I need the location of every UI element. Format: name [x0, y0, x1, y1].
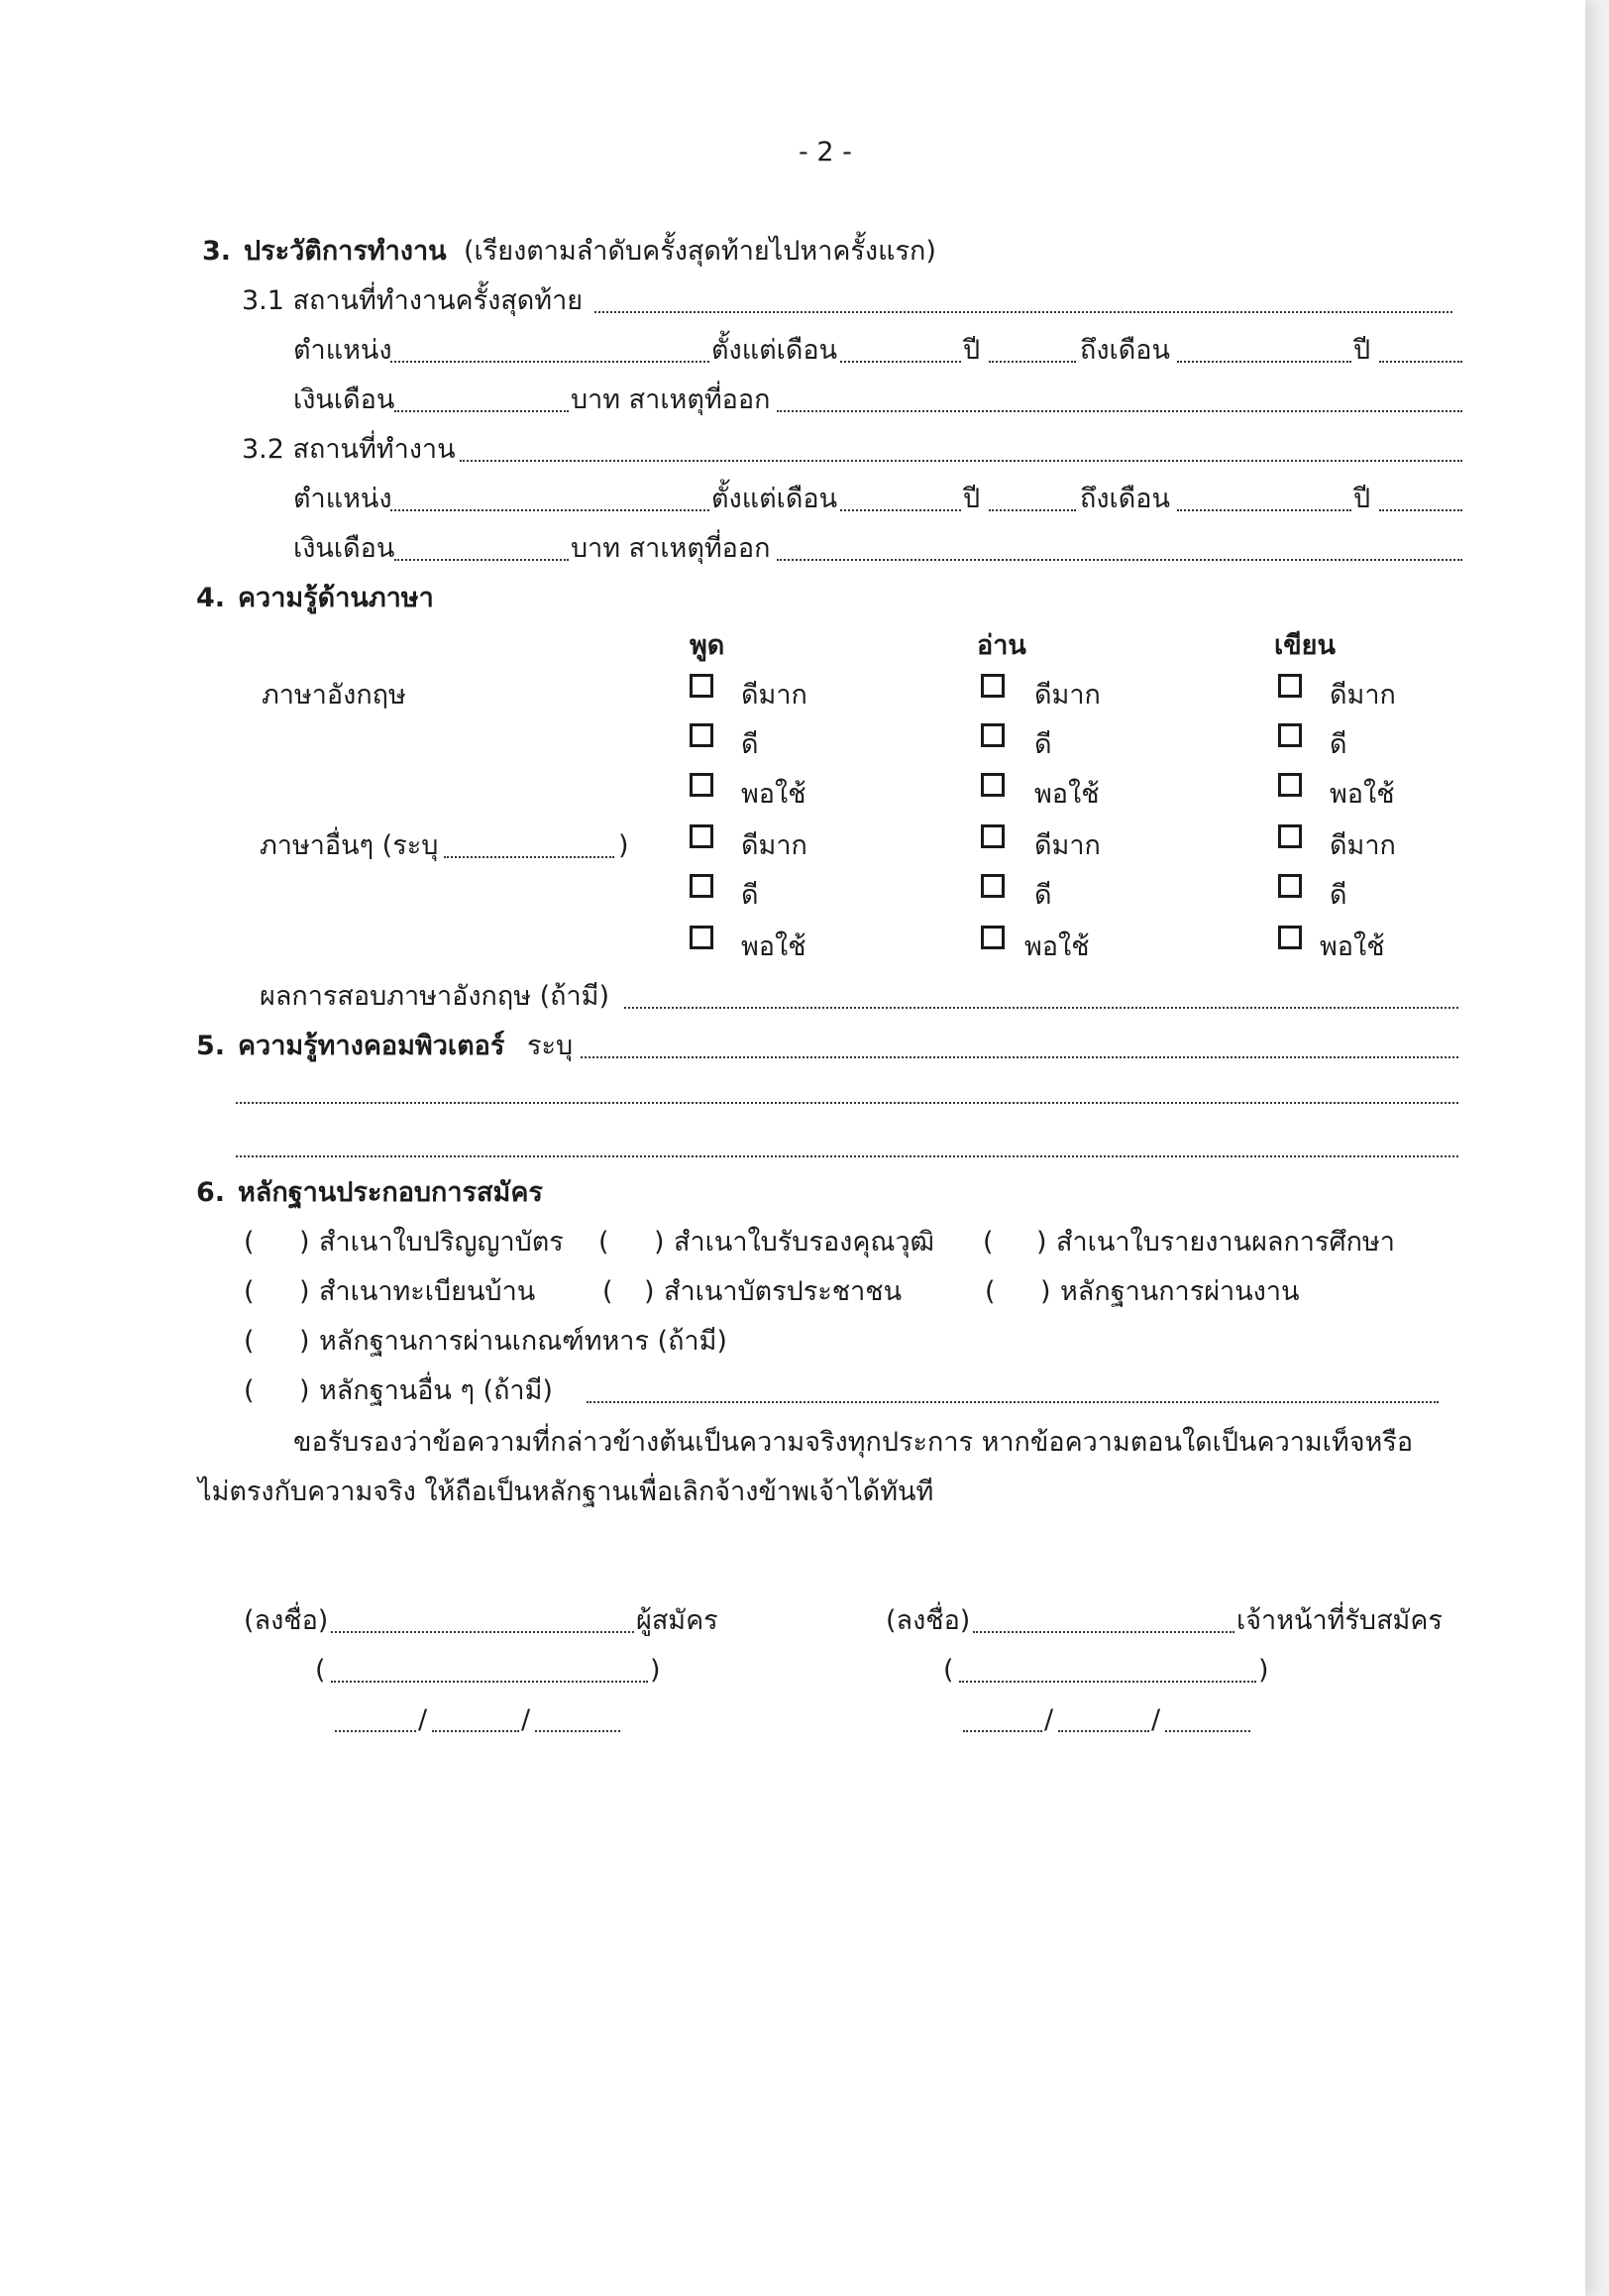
applicant-signature-field[interactable]	[331, 1631, 634, 1633]
date-separator: /	[1151, 1704, 1161, 1735]
option-label: ดีมาก	[741, 680, 807, 711]
other-language-label: ภาษาอื่นๆ (ระบุ	[260, 830, 439, 861]
date-separator: /	[418, 1704, 428, 1735]
to-month-1-label: ถึงเดือน	[1080, 335, 1170, 366]
applicant-role: ผู้สมัคร	[636, 1605, 718, 1636]
doc-checkbox-open[interactable]: (	[244, 1227, 255, 1257]
declaration-line-2: ไม่ตรงกับความจริง ให้ถือเป็นหลักฐานเพื่อเลิกจ้างข้าพเจ้าได้ทันที	[198, 1476, 934, 1507]
other-speak-verygood-checkbox[interactable]	[690, 824, 713, 848]
english-read-good-checkbox[interactable]	[981, 723, 1005, 747]
doc-checkbox-open[interactable]: (	[244, 1375, 255, 1406]
doc-checkbox-open[interactable]: (	[983, 1227, 994, 1257]
applicant-date-year[interactable]	[535, 1730, 620, 1732]
workplace-2-label: 3.2 สถานที่ทำงาน	[242, 434, 456, 465]
doc-item-house-registration: สำเนาทะเบียนบ้าน	[319, 1276, 536, 1307]
applicant-name-field[interactable]	[331, 1681, 648, 1683]
to-month-1-field[interactable]	[1177, 361, 1351, 363]
from-year-2-label: ปี	[963, 484, 981, 514]
reason-1-label: บาท สาเหตุที่ออก	[571, 384, 771, 415]
option-label: ดีมาก	[1034, 830, 1101, 861]
section-5-number: 5.	[196, 1031, 226, 1061]
officer-date-year[interactable]	[1165, 1730, 1250, 1732]
other-write-verygood-checkbox[interactable]	[1278, 824, 1302, 848]
page-number: - 2 -	[799, 137, 852, 167]
other-write-good-checkbox[interactable]	[1278, 874, 1302, 898]
doc-checkbox-open[interactable]: (	[602, 1276, 613, 1307]
section-4-title: ความรู้ด้านภาษา	[238, 583, 434, 613]
to-month-2-field[interactable]	[1177, 509, 1351, 511]
section-5-title: ความรู้ทางคอมพิวเตอร์	[238, 1031, 505, 1061]
to-year-2-label: ปี	[1353, 484, 1371, 514]
from-year-2-field[interactable]	[989, 509, 1076, 511]
computer-field-1[interactable]	[581, 1056, 1458, 1058]
from-month-1-field[interactable]	[840, 361, 961, 363]
section-3-subtitle: (เรียงตามลำดับครั้งสุดท้ายไปหาครั้งแรก)	[464, 236, 936, 267]
to-year-1-label: ปี	[1353, 335, 1371, 366]
option-label: ดีมาก	[1330, 680, 1396, 711]
workplace-1-field[interactable]	[594, 311, 1452, 313]
other-write-fair-checkbox[interactable]	[1278, 926, 1302, 949]
doc-other-field[interactable]	[587, 1401, 1439, 1403]
salary-1-field[interactable]	[394, 410, 569, 412]
applicant-date-day[interactable]	[335, 1730, 416, 1732]
column-read: อ่าน	[977, 630, 1026, 661]
option-label: ดี	[741, 729, 759, 760]
officer-name-close: )	[1258, 1655, 1269, 1686]
english-speak-fair-checkbox[interactable]	[690, 773, 713, 797]
computer-specify-label: ระบุ	[527, 1031, 574, 1061]
other-read-verygood-checkbox[interactable]	[981, 824, 1005, 848]
option-label: พอใช้	[1034, 779, 1100, 810]
doc-checkbox-close: )	[1040, 1276, 1051, 1307]
doc-item-degree: สำเนาใบปริญญาบัตร	[319, 1227, 564, 1257]
english-test-label: ผลการสอบภาษาอังกฤษ (ถ้ามี)	[260, 981, 609, 1012]
computer-field-3[interactable]	[236, 1155, 1458, 1157]
doc-checkbox-close: )	[644, 1276, 655, 1307]
declaration-line-1: ขอรับรองว่าข้อความที่กล่าวข้างต้นเป็นความจริงทุกประการ หากข้อความตอนใดเป็นความเท็จหรือ	[293, 1427, 1414, 1458]
applicant-date-month[interactable]	[432, 1730, 519, 1732]
doc-item-id-card: สำเนาบัตรประชาชน	[664, 1276, 903, 1307]
doc-checkbox-close: )	[299, 1276, 310, 1307]
section-3-number: 3.	[202, 236, 232, 267]
english-label: ภาษาอังกฤษ	[262, 680, 406, 711]
doc-item-military: หลักฐานการผ่านเกณฑ์ทหาร (ถ้ามี)	[319, 1326, 727, 1357]
doc-checkbox-close: )	[299, 1227, 310, 1257]
doc-checkbox-close: )	[1036, 1227, 1047, 1257]
salary-2-label: เงินเดือน	[293, 533, 395, 564]
option-label: ดีมาก	[1330, 830, 1396, 861]
option-label: พอใช้	[1320, 931, 1385, 962]
from-year-1-field[interactable]	[989, 361, 1076, 363]
to-year-1-field[interactable]	[1379, 361, 1462, 363]
position-1-label: ตำแหน่ง	[293, 335, 392, 366]
section-6-number: 6.	[196, 1177, 226, 1208]
english-speak-verygood-checkbox[interactable]	[690, 674, 713, 698]
to-month-2-label: ถึงเดือน	[1080, 484, 1170, 514]
english-speak-good-checkbox[interactable]	[690, 723, 713, 747]
section-6-title: หลักฐานประกอบการสมัคร	[238, 1177, 543, 1208]
doc-checkbox-open[interactable]: (	[244, 1326, 255, 1357]
from-year-1-label: ปี	[963, 335, 981, 366]
from-month-2-field[interactable]	[840, 509, 961, 511]
doc-checkbox-open[interactable]: (	[985, 1276, 996, 1307]
other-read-good-checkbox[interactable]	[981, 874, 1005, 898]
english-read-fair-checkbox[interactable]	[981, 773, 1005, 797]
to-year-2-field[interactable]	[1379, 509, 1462, 511]
doc-checkbox-close: )	[299, 1375, 310, 1406]
officer-date-month[interactable]	[1058, 1730, 1149, 1732]
doc-checkbox-close: )	[654, 1227, 665, 1257]
applicant-sign-label: (ลงชื่อ)	[244, 1605, 329, 1636]
column-speak: พูด	[690, 630, 725, 661]
english-read-verygood-checkbox[interactable]	[981, 674, 1005, 698]
reason-2-field[interactable]	[777, 559, 1462, 561]
english-write-good-checkbox[interactable]	[1278, 723, 1302, 747]
position-1-field[interactable]	[390, 361, 709, 363]
applicant-name-open: (	[315, 1655, 326, 1686]
option-label: พอใช้	[741, 931, 806, 962]
doc-checkbox-open[interactable]: (	[244, 1276, 255, 1307]
other-speak-good-checkbox[interactable]	[690, 874, 713, 898]
option-label: พอใช้	[1330, 779, 1395, 810]
other-language-field[interactable]	[444, 856, 614, 858]
other-read-fair-checkbox[interactable]	[981, 926, 1005, 949]
reason-2-label: บาท สาเหตุที่ออก	[571, 533, 771, 564]
date-separator: /	[1044, 1704, 1054, 1735]
date-separator: /	[521, 1704, 531, 1735]
position-2-label: ตำแหน่ง	[293, 484, 392, 514]
doc-item-qualification: สำเนาใบรับรองคุณวุฒิ	[674, 1227, 935, 1257]
option-label: พอใช้	[1024, 931, 1090, 962]
workplace-2-field[interactable]	[460, 460, 1462, 462]
option-label: ดีมาก	[741, 830, 807, 861]
section-3-title: ประวัติการทำงาน	[244, 236, 447, 267]
officer-role: เจ้าหน้าที่รับสมัคร	[1236, 1605, 1443, 1636]
other-language-close: )	[618, 830, 629, 861]
option-label: ดี	[1330, 729, 1347, 760]
officer-name-open: (	[943, 1655, 954, 1686]
doc-checkbox-close: )	[299, 1326, 310, 1357]
officer-signature-field[interactable]	[973, 1631, 1234, 1633]
officer-sign-label: (ลงชื่อ)	[886, 1605, 971, 1636]
salary-1-label: เงินเดือน	[293, 384, 395, 415]
option-label: พอใช้	[741, 779, 806, 810]
option-label: ดี	[1034, 729, 1052, 760]
section-4-number: 4.	[196, 583, 226, 613]
applicant-name-close: )	[650, 1655, 661, 1686]
english-test-field[interactable]	[624, 1007, 1458, 1009]
english-write-verygood-checkbox[interactable]	[1278, 674, 1302, 698]
salary-2-field[interactable]	[394, 559, 569, 561]
doc-checkbox-open[interactable]: (	[598, 1227, 609, 1257]
doc-item-other: หลักฐานอื่น ๆ (ถ้ามี)	[319, 1375, 553, 1406]
other-speak-fair-checkbox[interactable]	[690, 926, 713, 949]
position-2-field[interactable]	[390, 509, 709, 511]
option-label: ดี	[1034, 880, 1052, 911]
doc-item-work-proof: หลักฐานการผ่านงาน	[1060, 1276, 1300, 1307]
workplace-1-label: 3.1 สถานที่ทำงานครั้งสุดท้าย	[242, 285, 584, 316]
computer-field-2[interactable]	[236, 1102, 1458, 1104]
from-month-1-label: ตั้งแต่เดือน	[711, 335, 838, 366]
english-write-fair-checkbox[interactable]	[1278, 773, 1302, 797]
from-month-2-label: ตั้งแต่เดือน	[711, 484, 838, 514]
reason-1-field[interactable]	[777, 410, 1462, 412]
officer-date-day[interactable]	[963, 1730, 1042, 1732]
option-label: ดีมาก	[1034, 680, 1101, 711]
officer-name-field[interactable]	[959, 1681, 1256, 1683]
option-label: ดี	[1330, 880, 1347, 911]
doc-item-transcript: สำเนาใบรายงานผลการศึกษา	[1056, 1227, 1395, 1257]
option-label: ดี	[741, 880, 759, 911]
column-write: เขียน	[1274, 630, 1336, 661]
